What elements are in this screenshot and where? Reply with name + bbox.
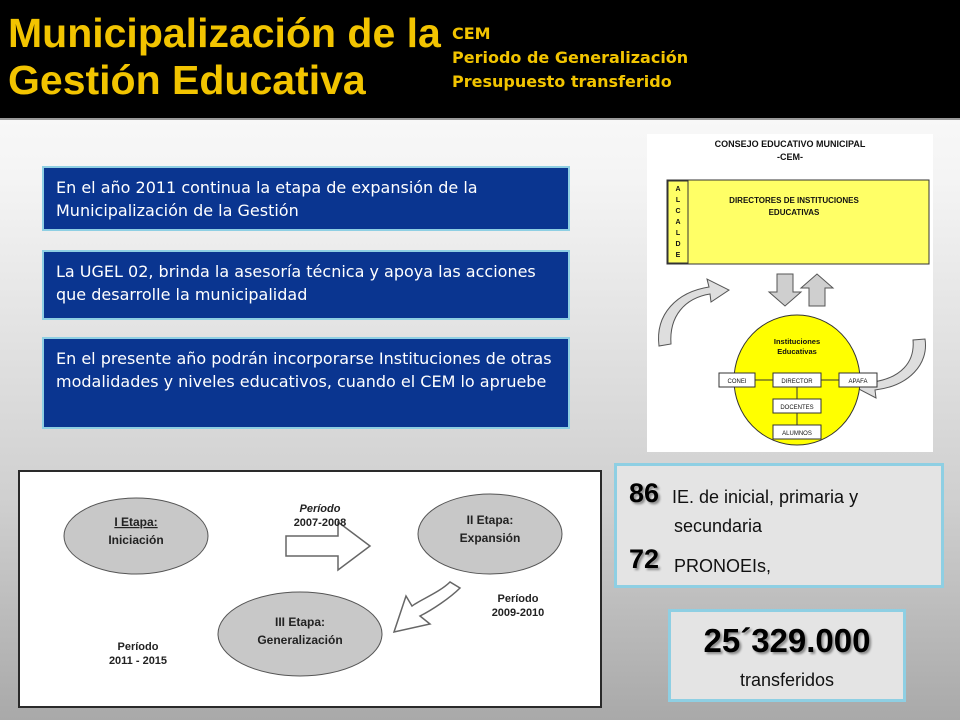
budget-amount: 25´329.000	[703, 622, 871, 659]
stage2-name: Expansión	[459, 531, 521, 545]
cem-diagram-svg	[647, 134, 933, 452]
ie-text-continued: secundaria	[674, 516, 763, 536]
subtitle-list	[452, 22, 688, 94]
period1-label: Período	[299, 503, 341, 515]
alcalde-letter: L	[675, 197, 681, 204]
period3-label: Período	[117, 641, 159, 653]
curved-arrow-right-icon	[853, 339, 926, 398]
docentes-label: DOCENTES	[780, 405, 814, 411]
period1-range: 2007-2008	[293, 517, 347, 529]
conei-label: CONEI	[727, 379, 747, 385]
stage1-name: Iniciación	[108, 533, 164, 547]
instituciones-label-2: Educativas	[777, 347, 817, 356]
title-line-2: Gestión Educativa	[8, 57, 366, 103]
alcalde-letter: E	[675, 252, 681, 259]
phases-diagram	[18, 470, 602, 708]
budget-label: transferidos	[739, 670, 835, 690]
slide-title	[8, 10, 448, 110]
alcalde-letter: A	[675, 186, 681, 193]
pronoei-count: 72	[629, 544, 660, 574]
directores-block	[667, 180, 929, 264]
header-divider	[0, 118, 960, 120]
stage3-title: III Etapa:	[274, 615, 326, 629]
stage2-title: II Etapa:	[466, 513, 514, 527]
pronoei-text: PRONOEIs,	[674, 556, 772, 576]
forward-arrow-icon	[286, 522, 370, 570]
curved-arrow-left-icon	[659, 279, 729, 346]
period2-label: Período	[497, 593, 539, 605]
instituciones-label: Instituciones	[773, 337, 821, 346]
alcalde-letter: D	[675, 241, 681, 248]
info-box-expansion: En el año 2011 continua la etapa de expansión de la Municipalización de la Gestión	[42, 166, 570, 231]
alcalde-letter: A	[675, 219, 681, 226]
alcalde-letter: C	[675, 208, 681, 215]
directores-label: DIRECTORES DE INSTITUCIONES	[729, 196, 859, 205]
directores-label-2: EDUCATIVAS	[768, 208, 820, 217]
phases-svg	[20, 472, 600, 706]
period3-range: 2011 - 2015	[108, 655, 168, 667]
apafa-label: APAFA	[848, 379, 868, 385]
subtitle-item: CEM	[452, 24, 491, 43]
header-bar	[0, 0, 960, 118]
cem-title: CONSEJO EDUCATIVO MUNICIPAL	[714, 139, 866, 149]
alumnos-label: ALUMNOS	[782, 431, 812, 437]
period2-range: 2009-2010	[491, 607, 545, 619]
ie-count: 86	[629, 478, 660, 508]
return-arrow-icon	[394, 582, 460, 632]
alcalde-letter: L	[675, 230, 681, 237]
down-arrow-icon	[769, 274, 801, 306]
subtitle-item: Presupuesto transferido	[452, 72, 672, 91]
ie-text: IE. de inicial, primaria y	[672, 487, 859, 507]
cem-subtitle: -CEM-	[777, 152, 803, 162]
title-line-1: Municipalización de la	[8, 10, 441, 56]
info-box-incorporation: En el presente año podrán incorporarse Instituciones de otras modalidades y niveles educativos, cuando el CEM lo apruebe	[42, 337, 570, 429]
up-arrow-icon	[801, 274, 833, 306]
stage1-title: I Etapa:	[114, 515, 158, 529]
director-label: DIRECTOR	[781, 379, 813, 385]
stage3-name: Generalización	[257, 633, 343, 647]
budget-box	[668, 609, 906, 702]
info-box-ugel: La UGEL 02, brinda la asesoría técnica y apoya las acciones que desarrolle la municipalidad	[42, 250, 570, 320]
cem-org-diagram	[647, 134, 933, 452]
subtitle-item: Periodo de Generalización	[452, 48, 689, 67]
stats-box	[614, 463, 944, 588]
